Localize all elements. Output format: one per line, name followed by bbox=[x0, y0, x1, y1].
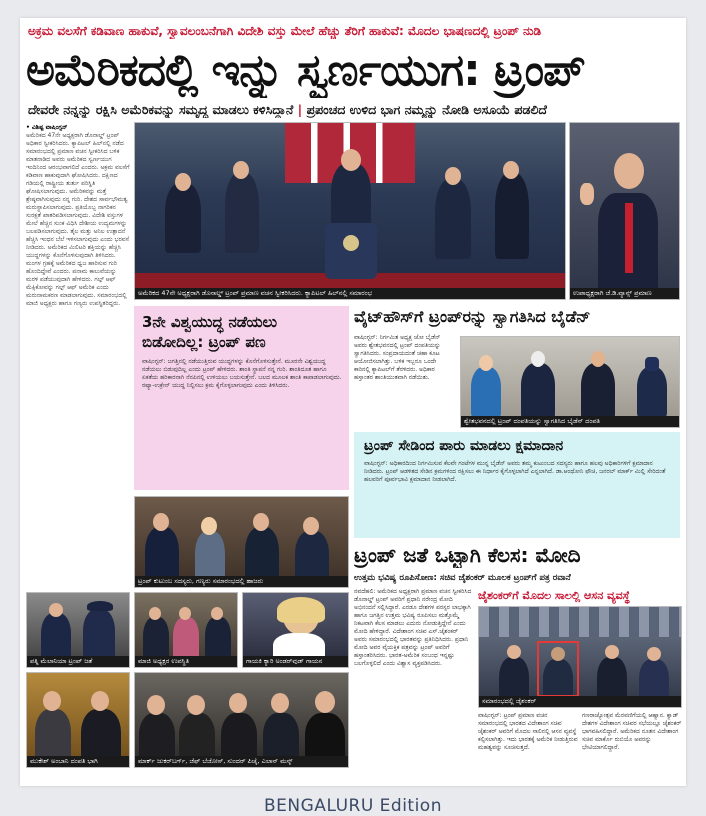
main-inauguration-photo[interactable] bbox=[134, 122, 566, 300]
modi-headline: ಟ್ರಂಪ್ ಜತೆ ಒಟ್ಟಾಗಿ ಕೆಲಸ: ಮೋದಿ bbox=[354, 543, 581, 567]
deck-separator: | bbox=[297, 102, 303, 117]
row2c-caption: ಗಾಯಕಿ ಕ್ಯಾರಿ ಅಂಡರ್‌ವುಡ್ ಗಾಯನ bbox=[243, 656, 348, 667]
deck-part-2: ಪ್ರಪಂಚದ ಉಳಿದ ಭಾಗ ನಮ್ಮನ್ನು ನೋಡಿ ಅಸೂಯೆ ಪಡಲಿದೆ bbox=[306, 102, 547, 117]
tech-leaders-photo[interactable] bbox=[134, 672, 349, 768]
modi-body: ನವದೆಹಲಿ: ಅಮೆರಿಕದ ಅಧ್ಯಕ್ಷರಾಗಿ ಪ್ರಮಾಣ ವಚನ ಸ್ವೀಕರಿಸಿದ ಡೊನಾಲ್ಡ್ ಟ್ರಂಪ್ ಅವರಿಗೆ ಪ್ರಧಾನಿ ನರೇಂದ್ರ ಮೋದಿ ಅಭಿನಂದನೆ ಸಲ್ಲಿಸಿದ್ದಾರೆ. ಎರಡೂ ದೇಶಗಳ ಪರಸ್ಪರ ಲಾಭಕ್ಕಾಗಿ ಹಾಗೂ ಜಗತ್ತಿನ ಉತ್ತಮ ಭವಿಷ್ಯ ರೂಪಿಸಲು ಮತ್ತೊಮ್ಮೆ ನಿಕಟವಾಗಿ ಕೆಲಸ ಮಾಡಲು ಎದುರು ನೋಡುತ್ತಿದ್ದೇನೆ ಎಂದು ಮೋದಿ ಹೇಳಿದ್ದಾರೆ. ವಿದೇಶಾಂಗ ಸಚಿವ ಎಸ್.ಜೈಶಂಕರ್ ಅವರು ಸಮಾರಂಭದಲ್ಲಿ ಭಾರತವನ್ನು ಪ್ರತಿನಿಧಿಸಿದರು. ಪ್ರಧಾನಿ ಮೋದಿ ಅವರ ವೈಯಕ್ತಿಕ ಪತ್ರವನ್ನು ಟ್ರಂಪ್ ಅವರಿಗೆ ಹಸ್ತಾಂತರಿಸಿದರು. ಭಾರತ-ಅಮೆರಿಕ ಸಂಬಂಧ ಇನ್ನಷ್ಟು ಬಲಗೊಳ್ಳಲಿದೆ ಎಂದು ವಿಶ್ವಾಸ ವ್ಯಕ್ತಪಡಿಸಿದರು. bbox=[354, 588, 472, 667]
whitehouse-headline: ವೈಟ್‌ಹೌಸ್‌ಗೆ ಟ್ರಂಪ್‌ರನ್ನು ಸ್ವಾಗತಿಸಿದ ಬೈಡೆನ್ bbox=[354, 307, 591, 326]
ww3-body: ವಾಷಿಂಗ್ಟನ್: ಜಗತ್ತಿನಲ್ಲಿ ನಡೆಯುತ್ತಿರುವ ಯುದ್ಧಗಳನ್ನು ಕೊನೆಗೊಳಿಸುತ್ತೇನೆ. ಮೂರನೇ ವಿಶ್ವಯುದ್ಧ ನಡೆಯಲು ಬಿಡುವುದಿಲ್ಲ ಎಂದು ಟ್ರಂಪ್ ಹೇಳಿದರು. ಶಾಂತಿ ಸ್ಥಾಪನೆ ನನ್ನ ಗುರಿ. ಶಾಂತಿದೂತ ಹಾಗೂ ಏಕತೆಯ ಹರಿಕಾರನಾಗಿ ನೆನಪಿನಲ್ಲಿ ಉಳಿಯಲು ಬಯಸುತ್ತೇನೆ. ಬಲದ ಮೂಲಕ ಶಾಂತಿ ಕಾಪಾಡಲಾಗುವುದು. ರಷ್ಯಾ-ಉಕ್ರೇನ್ ಯುದ್ಧ ನಿಲ್ಲಿಸಲು ಕ್ರಮ ಕೈಗೊಳ್ಳಲಾಗುವುದು ಎಂದು ತಿಳಿಸಿದರು. bbox=[142, 358, 342, 389]
left-article-column bbox=[26, 124, 130, 592]
family-photo[interactable] bbox=[134, 496, 349, 588]
ww3-story-box bbox=[134, 306, 349, 490]
biden-welcome-photo[interactable] bbox=[460, 336, 680, 428]
family-photo-caption: ಟ್ರಂಪ್ ಕುಟುಂಬ ಸದಸ್ಯರು, ಗಣ್ಯರು ಸಮಾರಂಭದಲ್ಲಿ ಹಾಜರು bbox=[135, 576, 348, 587]
jaishankar-photo[interactable] bbox=[478, 606, 682, 708]
ambani-photo[interactable] bbox=[26, 672, 130, 768]
vice-president-photo[interactable] bbox=[569, 122, 680, 300]
singer-photo[interactable] bbox=[242, 592, 349, 668]
kicker-line: ಅಕ್ರಮ ವಲಸೆಗೆ ಕಡಿವಾಣ ಹಾಕುವೆ, ಸ್ವಾವಲಂಬನೆಗಾಗಿ ವಿದೇಶಿ ವಸ್ತು ಮೇಲೆ ಹೆಚ್ಚು ತೆರಿಗೆ ಹಾಕುವೆ: ಮೊದಲ ಭಾಷಣದಲ್ಲಿ ಟ್ರಂಪ್ ನುಡಿ bbox=[28, 24, 542, 38]
modi-subhead: ಉತ್ತಮ ಭವಿಷ್ಯ ರೂಪಿಸೋಣ: ಸಚಿವ ಜೈಶಂಕರ್ ಮೂಲಕ ಟ್ರಂಪ್‌ಗೆ ಪತ್ರ ರವಾನೆ bbox=[354, 573, 571, 583]
pardon-story-box bbox=[354, 432, 680, 538]
jaishankar-photo-caption: ಸಮಾರಂಭದಲ್ಲಿ ಜೈಶಂಕರ್ bbox=[479, 696, 681, 707]
left-article-body: ಅಮೆರಿಕದ 47ನೇ ಅಧ್ಯಕ್ಷರಾಗಿ ಡೊನಾಲ್ಡ್ ಟ್ರಂಪ್ ಅಧಿಕಾರ ಸ್ವೀಕರಿಸಿದರು. ಕ್ಯಾಪಿಟಲ್ ಹಿಲ್‌ನಲ್ಲಿ ನಡೆದ ಸಮಾರಂಭದಲ್ಲಿ ಪ್ರಮಾಣ ವಚನ ಸ್ವೀಕರಿಸಿದ ಬಳಿಕ ಮಾತನಾಡಿದ ಅವರು ಅಮೆರಿಕದ ಸ್ವರ್ಣಯುಗ ಇಂದಿನಿಂದ ಆರಂಭವಾಗಲಿದೆ ಎಂದರು. ಅಕ್ರಮ ವಲಸೆಗೆ ಕಡಿವಾಣ ಹಾಕುವುದಾಗಿ ಘೋಷಿಸಿದರು. ದಕ್ಷಿಣದ ಗಡಿಯಲ್ಲಿ ರಾಷ್ಟ್ರೀಯ ತುರ್ತು ಪರಿಸ್ಥಿತಿ ಘೋಷಿಸಲಾಗುವುದು. ಅಮೆರಿಕವನ್ನು ಮತ್ತೆ ಶ್ರೇಷ್ಠವಾಗಿಸುವುದು ನನ್ನ ಗುರಿ. ದೇಶದ ಸಾರ್ವಭೌಮತ್ವ ಮರುಸ್ಥಾಪಿಸಲಾಗುವುದು. ಪ್ರತಿಯೊಬ್ಬ ನಾಗರಿಕನ ಸುರಕ್ಷತೆ ಖಾತರಿಪಡಿಸಲಾಗುವುದು. ವಿದೇಶಿ ವಸ್ತುಗಳ ಮೇಲೆ ಹೆಚ್ಚಿನ ಸುಂಕ ವಿಧಿಸಿ ದೇಶೀಯ ಉದ್ಯಮಗಳನ್ನು ಬಲಪಡಿಸಲಾಗುವುದು. ತೈಲ ಮತ್ತು ಅನಿಲ ಉತ್ಪಾದನೆ ಹೆಚ್ಚಿಸಿ ಇಂಧನ ಬೆಲೆ ಇಳಿಸಲಾಗುವುದು ಎಂದು ಭರವಸೆ ನೀಡಿದರು. ಅಮೆರಿಕದ ಮಿಲಿಟರಿ ಶಕ್ತಿಯನ್ನು ಹೆಚ್ಚಿಸಿ ಯುದ್ಧಗಳನ್ನು ಕೊನೆಗೊಳಿಸುವುದಾಗಿ ತಿಳಿಸಿದರು. ಮಂಗಳ ಗ್ರಹಕ್ಕೆ ಅಮೆರಿಕದ ಧ್ವಜ ಹಾರಿಸುವ ಗುರಿ ಹೊಂದಿದ್ದೇವೆ ಎಂದರು. ಪನಾಮ ಕಾಲುವೆಯನ್ನು ಮರಳಿ ಪಡೆಯುವುದಾಗಿ ಹೇಳಿದರು. ಗಲ್ಫ್ ಆಫ್ ಮೆಕ್ಸಿಕೋವನ್ನು ಗಲ್ಫ್ ಆಫ್ ಅಮೆರಿಕ ಎಂದು ಮರುನಾಮಕರಣ ಮಾಡಲಾಗುವುದು. ಸಮಾರಂಭದಲ್ಲಿ ಮಾಜಿ ಅಧ್ಯಕ್ಷರು ಹಾಗೂ ಗಣ್ಯರು ಉಪಸ್ಥಿತರಿದ್ದರು. bbox=[26, 132, 130, 307]
pardon-body: ವಾಷಿಂಗ್ಟನ್: ಅಧಿಕಾರದಿಂದ ನಿರ್ಗಮಿಸುವ ಕೆಲವೇ ಗಂಟೆಗಳ ಮುನ್ನ ಬೈಡೆನ್ ಅವರು ತಮ್ಮ ಕುಟುಂಬದ ಸದಸ್ಯರು ಹಾಗೂ ಹಲವು ಅಧಿಕಾರಿಗಳಿಗೆ ಕ್ಷಮಾದಾನ ನೀಡಿದರು. ಟ್ರಂಪ್ ಆಡಳಿತದ ಸೇಡಿನ ಕ್ರಮಗಳಿಂದ ರಕ್ಷಿಸಲು ಈ ನಿರ್ಧಾರ ಕೈಗೊಳ್ಳಲಾಗಿದೆ ಎನ್ನಲಾಗಿದೆ. ಡಾ.ಆಂಥೋನಿ ಫೌಚಿ, ಜನರಲ್ ಮಾರ್ಕ್ ಮಿಲ್ಲಿ ಸೇರಿದಂತೆ ಹಲವರಿಗೆ ಪೂರ್ವಭಾವಿ ಕ್ಷಮಾದಾನ ನೀಡಲಾಗಿದೆ. bbox=[364, 460, 666, 483]
row3b-caption: ಮಾರ್ಕ್ ಜುಕರ್‌ಬರ್ಗ್, ಜೆಫ್ ಬೆಜೋಸ್, ಸುಂದರ್ ಪಿಚೈ, ಎಲಾನ್ ಮಸ್ಕ್ bbox=[135, 756, 348, 767]
jaishankar-headline: ಜೈಶಂಕರ್‌ಗೆ ಮೊದಲ ಸಾಲಲ್ಲಿ ಆಸನ ವ್ಯವಸ್ಥೆ bbox=[478, 589, 631, 602]
main-photo-caption: ಅಮೆರಿಕದ 47ನೇ ಅಧ್ಯಕ್ಷರಾಗಿ ಡೊನಾಲ್ಡ್ ಟ್ರಂಪ್ ಪ್ರಮಾಣ ವಚನ ಸ್ವೀಕರಿಸಿದರು. ಕ್ಯಾಪಿಟಲ್ ಹಿಲ್‌ನಲ್ಲಿ ಸಮಾರಂಭ bbox=[135, 288, 565, 299]
left-byline: • ವಿಶಿಷ್ಟ ವಾಷಿಂಗ್ಟನ್ bbox=[26, 124, 68, 131]
pardon-headline: ಟ್ರಂಪ್ ಸೇಡಿಂದ ಪಾರು ಮಾಡಲು ಕ್ಷಮಾದಾನ bbox=[364, 438, 564, 454]
row2a-caption: ಪತ್ನಿ ಮೆಲಾನಿಯಾ ಟ್ರಂಪ್ ಜತೆ bbox=[27, 656, 129, 667]
jaishankar-body-1: ವಾಷಿಂಗ್ಟನ್: ಟ್ರಂಪ್ ಪ್ರಮಾಣ ವಚನ ಸಮಾರಂಭದಲ್ಲಿ ಭಾರತದ ವಿದೇಶಾಂಗ ಸಚಿವ ಜೈಶಂಕರ್ ಅವರಿಗೆ ಮೊದಲ ಸಾಲಿನಲ್ಲಿ ಆಸನ ವ್ಯವಸ್ಥೆ ಕಲ್ಪಿಸಲಾಗಿತ್ತು. ಇದು ಭಾರತಕ್ಕೆ ಅಮೆರಿಕ ನೀಡುತ್ತಿರುವ ಮಹತ್ವವನ್ನು ಸೂಚಿಸುತ್ತದೆ. bbox=[478, 712, 578, 751]
row2b-caption: ಮಾಜಿ ಅಧ್ಯಕ್ಷರ ಉಪಸ್ಥಿತಿ bbox=[135, 656, 237, 667]
ww3-headline: 3ನೇ ವಿಶ್ವಯುದ್ಧ ನಡೆಯಲು ಬಿಡೋದಿಲ್ಲ: ಟ್ರಂಪ್ ಪಣ bbox=[142, 313, 278, 351]
jaishankar-highlight-box bbox=[537, 641, 579, 697]
deck-part-1: ದೇವರೇ ನನ್ನನ್ನು ರಕ್ಷಿಸಿ ಅಮೆರಿಕವನ್ನು ಸಮೃದ್ಧ ಮಾಡಲು ಕಳಿಸಿದ್ದಾನೆ bbox=[28, 102, 294, 117]
edition-label: BENGALURU Edition bbox=[264, 796, 442, 816]
deck-line bbox=[28, 102, 678, 118]
row3a-caption: ಮುಕೇಶ್ ಅಂಬಾನಿ ದಂಪತಿ ಭಾಗಿ bbox=[27, 756, 129, 767]
newspaper-page[interactable] bbox=[20, 18, 686, 786]
vp-photo-caption: ಉಪಾಧ್ಯಕ್ಷರಾಗಿ ಜೆ.ಡಿ.ವ್ಯಾನ್ಸ್ ಪ್ರಮಾಣ bbox=[570, 288, 679, 299]
whitehouse-body: ವಾಷಿಂಗ್ಟನ್: ನಿರ್ಗಮಿತ ಅಧ್ಯಕ್ಷ ಜೋ ಬೈಡೆನ್ ಅವರು ಶ್ವೇತಭವನದಲ್ಲಿ ಟ್ರಂಪ್ ದಂಪತಿಯನ್ನು ಸ್ವಾಗತಿಸಿದರು. ಸಂಪ್ರದಾಯದಂತೆ ಚಹಾ ಕೂಟ ಆಯೋಜಿಸಲಾಗಿತ್ತು. ಬಳಿಕ ಇಬ್ಬರೂ ಒಂದೇ ಕಾರಿನಲ್ಲಿ ಕ್ಯಾಪಿಟಲ್‌ಗೆ ತೆರಳಿದರು. ಅಧಿಕಾರ ಹಸ್ತಾಂತರ ಶಾಂತಿಯುತವಾಗಿ ನಡೆಯಿತು. bbox=[354, 334, 441, 381]
jaishankar-body-2: ಗಣರಾಜ್ಯೋತ್ಸವ ಮೆರವಣಿಗೆಯಲ್ಲಿ ಆಹ್ವಾನ. ಕ್ವಾಡ್ ದೇಶಗಳ ವಿದೇಶಾಂಗ ಸಚಿವರ ಸಭೆಯಲ್ಲೂ ಜೈಶಂಕರ್ ಭಾಗವಹಿಸಲಿದ್ದಾರೆ. ಅಮೆರಿಕದ ನೂತನ ವಿದೇಶಾಂಗ ಸಚಿವ ಮಾರ್ಕೊ ರುಬಿಯೊ ಅವರನ್ನು ಭೇಟಿಯಾಗಲಿದ್ದಾರೆ. bbox=[582, 712, 682, 751]
melania-photo[interactable] bbox=[26, 592, 130, 668]
main-headline: ಅಮೆರಿಕದಲ್ಲಿ ಇನ್ನು ಸ್ವರ್ಣಯುಗ: ಟ್ರಂಪ್ bbox=[26, 45, 585, 96]
biden-photo-caption: ಶ್ವೇತಭವನದಲ್ಲಿ ಟ್ರಂಪ್ ದಂಪತಿಯನ್ನು ಸ್ವಾಗತಿಸಿದ ಬೈಡೆನ್ ದಂಪತಿ bbox=[461, 416, 679, 427]
ex-presidents-photo[interactable] bbox=[134, 592, 238, 668]
